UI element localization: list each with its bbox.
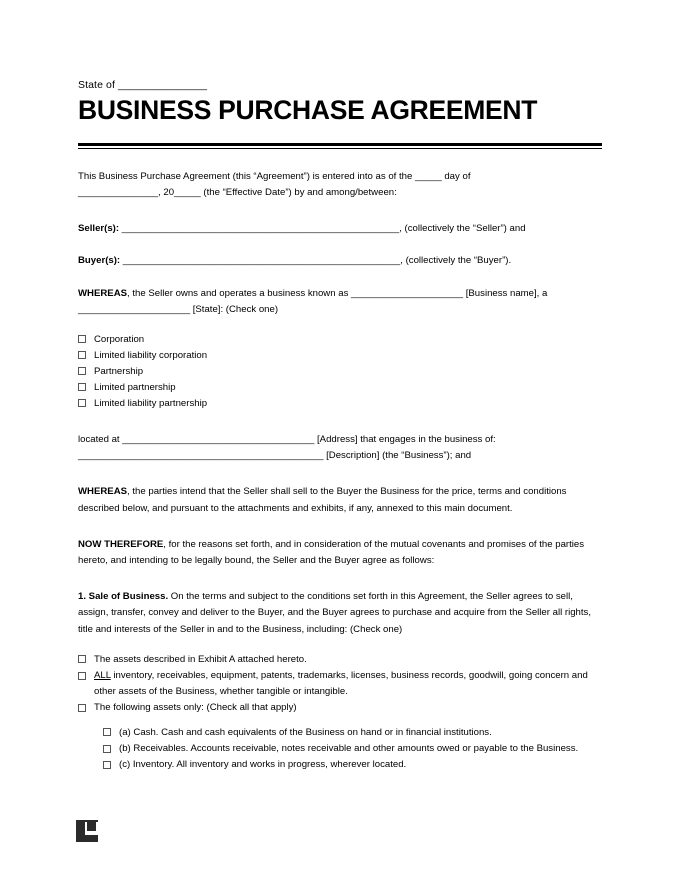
document-content bbox=[78, 78, 602, 774]
sub-asset-label: (a) Cash. Cash and cash equivalents of the Business on hand or in financial institutions. bbox=[119, 726, 492, 738]
entity-type-label: Corporation bbox=[94, 333, 145, 345]
sub-asset-checklist bbox=[103, 725, 602, 774]
asset-option-label bbox=[94, 668, 602, 700]
seller-label: Seller(s): bbox=[78, 223, 120, 235]
buyer-label: Buyer(s): bbox=[78, 255, 121, 267]
whereas-2-text: , the parties intend that the Seller shall sell to the Buyer the Business for the price, terms and conditions described below, and pursuant to the attachments and exhibits, if any, annexed to this main document. bbox=[78, 486, 567, 514]
buyer-blank[interactable]: ____________________________________________________ bbox=[120, 255, 401, 267]
intro-line-2: _______________, 20_____ (the “Effective Date”) by and among/between: bbox=[78, 186, 397, 198]
checkbox-row-limited-partnership[interactable] bbox=[78, 380, 602, 396]
all-emphasis: ALL bbox=[94, 670, 111, 681]
checkbox-row-corporation[interactable] bbox=[78, 332, 602, 348]
seller-blank[interactable]: ____________________________________________________ bbox=[119, 223, 400, 235]
intro-line-1: This Business Purchase Agreement (this “Agreement”) is entered into as of the _____ day of bbox=[78, 170, 471, 182]
entity-type-label: Limited liability partnership bbox=[94, 397, 208, 409]
now-therefore-label: NOW THEREFORE bbox=[78, 538, 164, 550]
checkbox-row-limited-liability-corporation[interactable] bbox=[78, 348, 602, 364]
section-1-paragraph bbox=[78, 589, 602, 638]
checkbox-icon[interactable] bbox=[103, 728, 111, 736]
seller-line bbox=[78, 221, 602, 237]
legal-templates-logo-icon bbox=[76, 820, 100, 844]
checkbox-row-exhibit-a-assets[interactable] bbox=[78, 652, 602, 668]
buyer-line bbox=[78, 253, 602, 269]
entity-type-label: Limited partnership bbox=[94, 381, 176, 393]
title-divider bbox=[78, 143, 602, 149]
checkbox-icon[interactable] bbox=[78, 655, 86, 663]
checkbox-row-cash[interactable] bbox=[103, 725, 602, 741]
now-therefore-text: , for the reasons set forth, and in consideration of the mutual covenants and promises of the parties hereto, and intending to be legally bound, the Seller and the Buyer agree as follows: bbox=[78, 538, 585, 566]
buyer-suffix: , (collectively the “Buyer”). bbox=[400, 255, 512, 267]
located-at-paragraph bbox=[78, 432, 602, 464]
sub-asset-label: (b) Receivables. Accounts receivable, notes receivable and other amounts owed or payable to the Business. bbox=[119, 743, 579, 755]
checkbox-row-following-assets-only[interactable] bbox=[78, 700, 602, 716]
checkbox-row-limited-liability-partnership[interactable] bbox=[78, 396, 602, 412]
checkbox-icon[interactable] bbox=[103, 745, 111, 753]
asset-option-label: The assets described in Exhibit A attached hereto. bbox=[94, 653, 307, 665]
checkbox-row-receivables[interactable] bbox=[103, 741, 602, 757]
located-line-1[interactable]: located at ____________________________________ [Address] that engages in the business of: bbox=[78, 433, 496, 445]
seller-suffix: , (collectively the “Seller”) and bbox=[399, 223, 526, 235]
section-1-heading: 1. Sale of Business. bbox=[78, 591, 169, 603]
checkbox-icon[interactable] bbox=[78, 383, 86, 391]
checkbox-row-partnership[interactable] bbox=[78, 364, 602, 380]
state-of-line: State of _______________ bbox=[78, 79, 208, 91]
checkbox-row-all-assets[interactable] bbox=[78, 668, 602, 700]
located-line-2[interactable]: ______________________________________________ [Description] (the “Business”); and bbox=[78, 450, 472, 462]
checkbox-row-inventory[interactable] bbox=[103, 757, 602, 773]
checkbox-icon[interactable] bbox=[78, 351, 86, 359]
logo-inner-square bbox=[87, 822, 96, 831]
entity-type-checklist bbox=[78, 332, 602, 412]
sub-asset-label: (c) Inventory. All inventory and works in progress, wherever located. bbox=[119, 759, 407, 771]
checkbox-icon[interactable] bbox=[78, 672, 86, 680]
divider-thin-rule bbox=[78, 148, 602, 149]
checkbox-icon[interactable] bbox=[78, 399, 86, 407]
intro-paragraph bbox=[78, 169, 602, 201]
asset-options-checklist bbox=[78, 652, 602, 774]
checkbox-icon[interactable] bbox=[103, 761, 111, 769]
checkbox-icon[interactable] bbox=[78, 704, 86, 712]
entity-type-label: Limited liability corporation bbox=[94, 349, 208, 361]
whereas-1-text: , the Seller owns and operates a business known as _____________________ [Business name], a _____________________ [State]: (Check one) bbox=[78, 287, 548, 315]
page-title: BUSINESS PURCHASE AGREEMENT bbox=[78, 95, 538, 125]
section-1-text: On the terms and subject to the conditions set forth in this Agreement, the Seller agrees to sell, assign, transfer, convey and deliver to the Buyer, and the Buyer agrees to purchase and acquire from the Seller all rights, title and interests of the Seller in and to the Business, including: (Check one) bbox=[78, 591, 592, 635]
checkbox-icon[interactable] bbox=[78, 367, 86, 375]
whereas-2-label: WHEREAS bbox=[78, 486, 128, 498]
whereas-1-label: WHEREAS bbox=[78, 287, 128, 299]
checkbox-icon[interactable] bbox=[78, 335, 86, 343]
all-assets-text: inventory, receivables, equipment, patents, trademarks, licenses, business records, goodwill, going concern and other assets of the Business, whether tangible or intangible. bbox=[94, 670, 588, 698]
asset-option-label: The following assets only: (Check all that apply) bbox=[94, 702, 297, 714]
whereas-business-paragraph bbox=[78, 286, 602, 318]
now-therefore-paragraph bbox=[78, 537, 602, 569]
whereas-intent-paragraph bbox=[78, 484, 602, 516]
entity-type-label: Partnership bbox=[94, 365, 144, 377]
